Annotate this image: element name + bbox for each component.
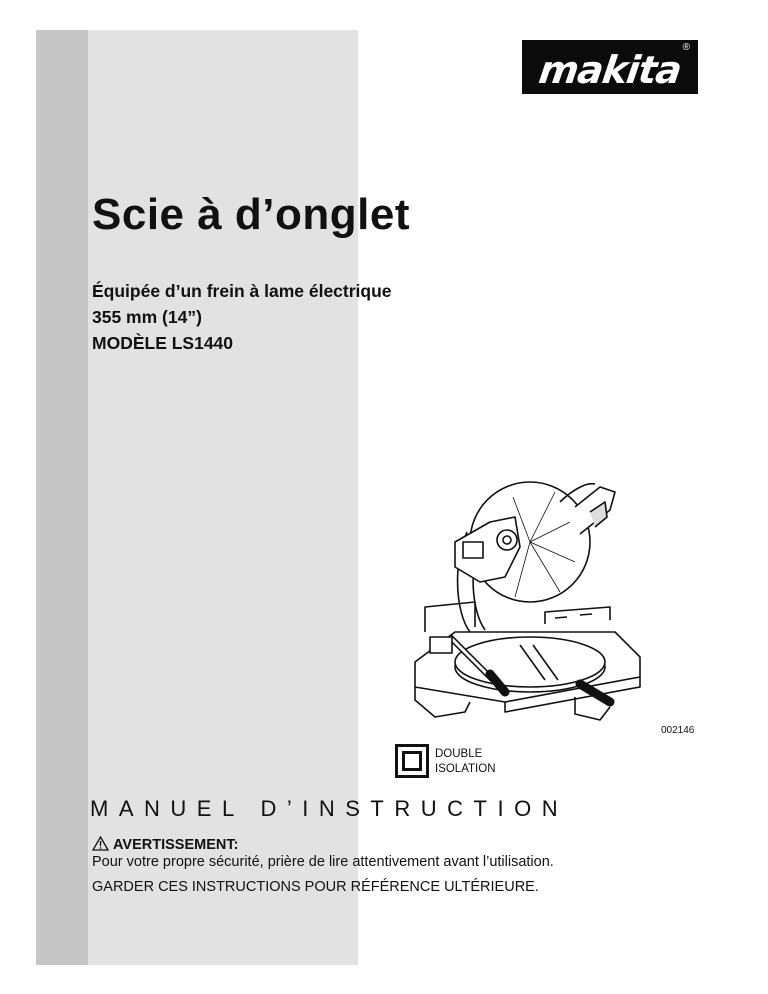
subtitle-model: MODÈLE LS1440 [92, 333, 234, 353]
warning-label: AVERTISSEMENT: [113, 837, 239, 853]
warning-heading [92, 836, 238, 853]
double-insulation-label [435, 747, 496, 777]
logo-wordmark: makita [536, 48, 684, 92]
registered-mark: ® [682, 42, 690, 53]
figure-code: 002146 [661, 725, 695, 736]
makita-logo [522, 40, 698, 94]
warning-text: Pour votre propre sécurité, prière de lire attentivement avant l’utilisation. [92, 854, 554, 870]
manual-heading: MANUEL D’INSTRUCTION [90, 796, 569, 821]
cover-band-light [88, 30, 358, 965]
subtitle-feature: Équipée d’un frein à lame électrique [92, 281, 392, 301]
double-insulation-icon [395, 744, 429, 778]
double-insulation-line1: DOUBLE [435, 748, 483, 760]
miter-saw-illustration [395, 462, 655, 732]
warning-triangle-icon [92, 836, 109, 851]
keep-instructions-text: GARDER CES INSTRUCTIONS POUR RÉFÉRENCE ULTÉRIEURE. [92, 879, 539, 895]
cover-band-dark [36, 30, 88, 965]
double-insulation-line2: ISOLATION [435, 763, 496, 775]
document-title: Scie à d’onglet [92, 190, 411, 239]
subtitle-size: 355 mm (14”) [92, 307, 202, 327]
